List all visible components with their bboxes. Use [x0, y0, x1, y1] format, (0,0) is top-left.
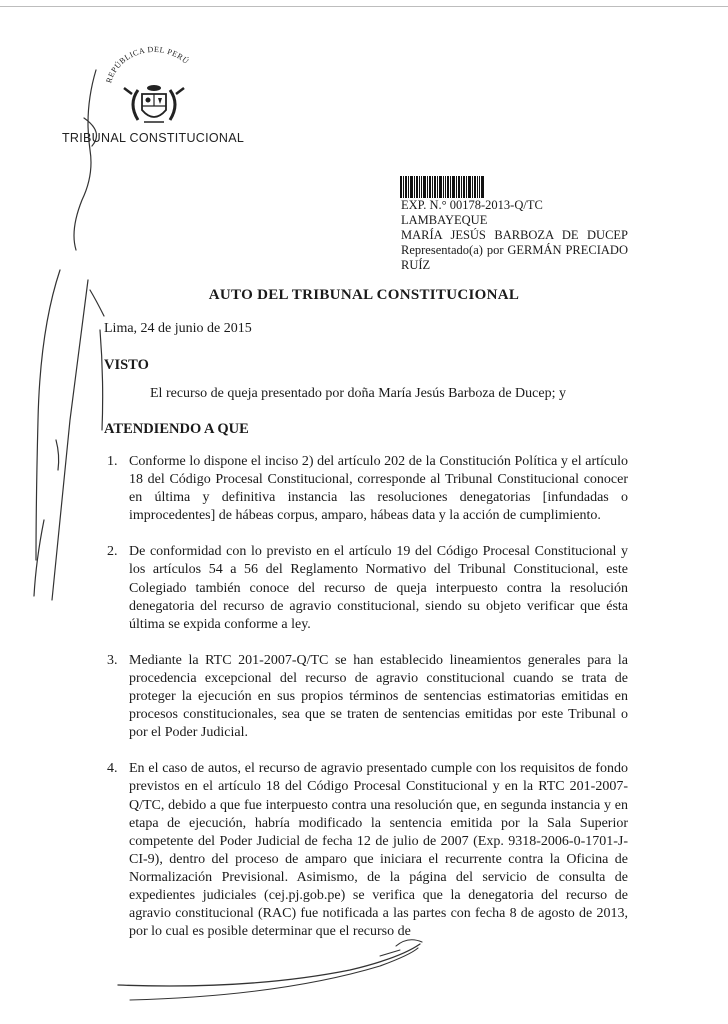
- item-text: Conforme lo dispone el inciso 2) del artículo 202 de la Constitución Política y el artículo 18 del Código Procesal Constitucional, corresponde al Tribunal Constitucional conocer en última y definitiva instancia las resoluciones denegatorias [infundadas o improcedentes] de hábeas corpus, amparo, hábeas data y la acción de cumplimiento.: [129, 454, 628, 524]
- coat-of-arms-seal: [98, 44, 208, 140]
- case-info-block: [401, 198, 701, 273]
- considerations-list: [107, 453, 628, 959]
- item-text: En el caso de autos, el recurso de agravio presentado cumple con los requisitos de fondo previstos en el artículo 18 del Código Procesal Constitucional y en la RTC 201-2007-Q/TC, debido a que fue interpuesto contra una resolución que, en segunda instancia y en etapa de ejecución, habría modificado la sentencia emitida por la Sala Superior competente del Poder Judicial de fecha 12 de julio de 2007 (Exp. 9318-2006-0-1701-J-CI-9), dentro del proceso de amparo que iniciara el recurrente contra la Oficina de Normalización Previsional. Asimismo, de la página del servicio de consulta de expedientes judiciales (cej.pj.gob.pe) se verifica que la denegatoria del recurso de agravio constitucional (RAC) fue notificada a las partes con fecha 8 de agosto de 2013, por lo cual es posible determinar que el recurso de: [129, 761, 628, 940]
- item-number: 2.: [107, 544, 118, 560]
- margin-scribble: [56, 440, 59, 470]
- exp-number: EXP. N.° 00178-2013-Q/TC: [401, 198, 543, 212]
- visto-heading: VISTO: [104, 357, 149, 373]
- list-item: [107, 760, 628, 941]
- list-item: [107, 652, 628, 742]
- list-item: [107, 453, 628, 525]
- margin-scribble: [74, 70, 96, 250]
- party-name: MARÍA JESÚS BARBOZA DE DUCEP: [401, 228, 628, 242]
- item-number: 3.: [107, 652, 118, 668]
- item-number: 1.: [107, 454, 118, 469]
- item-text: De conformidad con lo previsto en el artículo 19 del Código Procesal Constitucional y los artículos 54 a 56 del Reglamento Normativo del Tribunal Constitucional, este Colegiado también conoce del recurso de queja interpuesto contra la resolución denegatoria del recurso de agravio constitucional, siendo su objeto verificar que ésta última se expida conforme a ley.: [129, 544, 628, 632]
- margin-scribble: [34, 520, 44, 596]
- item-text: Mediante la RTC 201-2007-Q/TC se han establecido lineamientos generales para la procedencia excepcional del recurso de agravio constitucional cuando se trata de proteger la ejecución en sus propios términos de sentencias estimatorias emitidas en procesos constitucionales, sea que se traten de sentencias emitidas por este Tribunal o por el Poder Judicial.: [129, 652, 628, 741]
- svg-text:REPÚBLICA DEL PERÚ: [104, 45, 191, 84]
- atendiendo-heading: ATENDIENDO A QUE: [104, 421, 249, 437]
- margin-scribble: [36, 270, 60, 560]
- document-date: Lima, 24 de junio de 2015: [104, 321, 252, 336]
- margin-scribble: [100, 330, 103, 430]
- seal-text: REPÚBLICA DEL PERÚ: [104, 44, 191, 85]
- margin-scribble: [52, 280, 88, 600]
- representative-line-1: Representado(a) por GERMÁN PRECIADO: [401, 243, 628, 257]
- representative-line-2: RUÍZ: [401, 258, 431, 272]
- barcode: [400, 176, 484, 198]
- visto-text: El recurso de queja presentado por doña María Jesús Barboza de Ducep; y: [150, 386, 566, 401]
- item-number: 4.: [107, 761, 118, 777]
- institution-name: TRIBUNAL CONSTITUCIONAL: [62, 131, 245, 145]
- region: LAMBAYEQUE: [401, 213, 488, 227]
- document-title: AUTO DEL TRIBUNAL CONSTITUCIONAL: [208, 287, 520, 303]
- list-item: [107, 543, 628, 633]
- top-rule: [0, 6, 728, 7]
